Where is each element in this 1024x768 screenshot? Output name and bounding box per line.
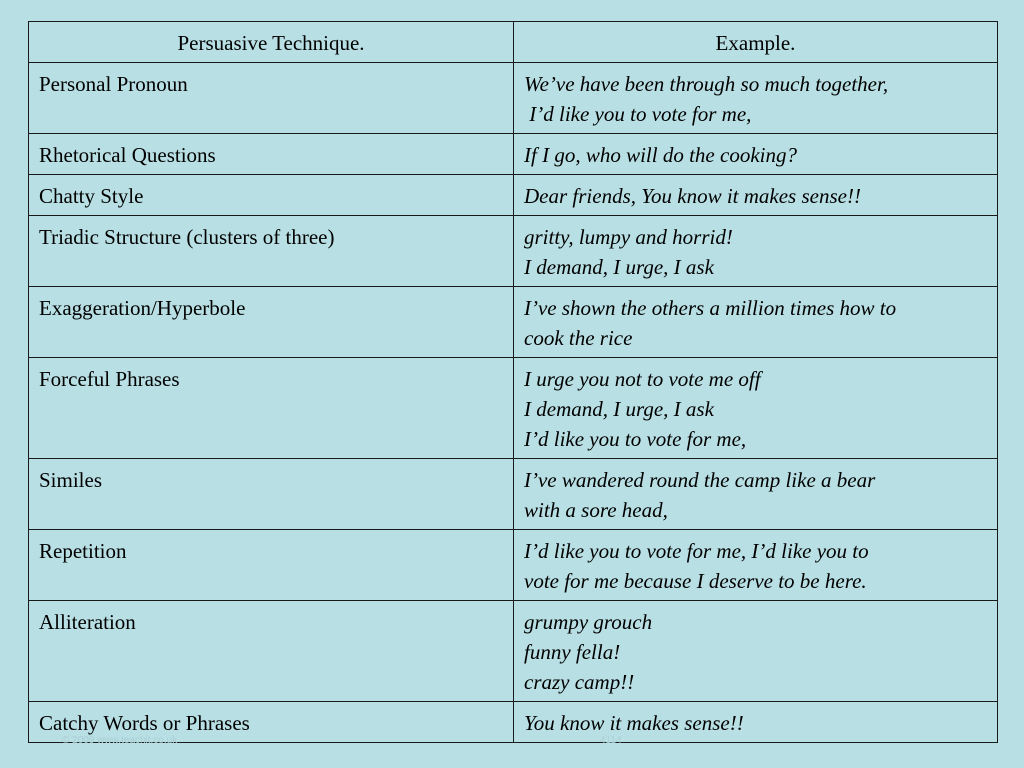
example-line: gritty, lumpy and horrid! [524,225,733,249]
table-row [29,358,998,459]
example-line: grumpy grouch [524,610,653,634]
technique-cell: Forceful Phrases [29,358,514,459]
example-cell [514,601,998,702]
table-row [29,216,998,287]
table-row [29,287,998,358]
example-line: I’d like you to vote for me, I’d like you to [524,539,869,563]
example-cell [514,216,998,287]
technique-cell: Repetition [29,530,514,601]
example-cell [514,175,998,216]
slide-number: 4114 [600,735,622,746]
example-cell [514,134,998,175]
example-line: vote for me because I deserve to be here. [524,569,867,593]
technique-cell: Alliteration [29,601,514,702]
example-cell [514,63,998,134]
table-header-row [29,22,998,63]
copyright-footer: © 2009 www.teachit.co.uk [62,735,178,746]
technique-cell: Triadic Structure (clusters of three) [29,216,514,287]
technique-cell: Similes [29,459,514,530]
technique-cell: Personal Pronoun [29,63,514,134]
example-cell [514,358,998,459]
example-line: If I go, who will do the cooking? [524,143,797,167]
example-line: I’ve shown the others a million times how to [524,296,897,320]
example-line: crazy camp!! [524,670,635,694]
technique-cell: Chatty Style [29,175,514,216]
technique-cell: Catchy Words or Phrases [29,702,514,743]
header-technique: Persuasive Technique. [29,22,514,63]
example-cell [514,702,998,743]
example-line: Dear friends, You know it makes sense!! [524,184,861,208]
example-line: We’ve have been through so much together, [524,72,889,96]
example-line: cook the rice [524,326,633,350]
example-line: with a sore head, [524,498,668,522]
persuasive-techniques-table [28,21,998,743]
example-line: You know it makes sense!! [524,711,744,735]
example-line: funny fella! [524,640,621,664]
table-row [29,601,998,702]
example-cell [514,459,998,530]
table-body [29,63,998,743]
table-row [29,530,998,601]
technique-cell: Rhetorical Questions [29,134,514,175]
example-line: I’d like you to vote for me, [524,102,752,126]
header-example: Example. [514,22,998,63]
table-row [29,175,998,216]
table-row [29,134,998,175]
technique-cell: Exaggeration/Hyperbole [29,287,514,358]
example-cell [514,530,998,601]
example-line: I demand, I urge, I ask [524,397,714,421]
table-row [29,459,998,530]
example-line: I’ve wandered round the camp like a bear [524,468,876,492]
example-line: I demand, I urge, I ask [524,255,714,279]
example-line: I’d like you to vote for me, [524,427,747,451]
example-cell [514,287,998,358]
example-line: I urge you not to vote me off [524,367,761,391]
table-row [29,63,998,134]
